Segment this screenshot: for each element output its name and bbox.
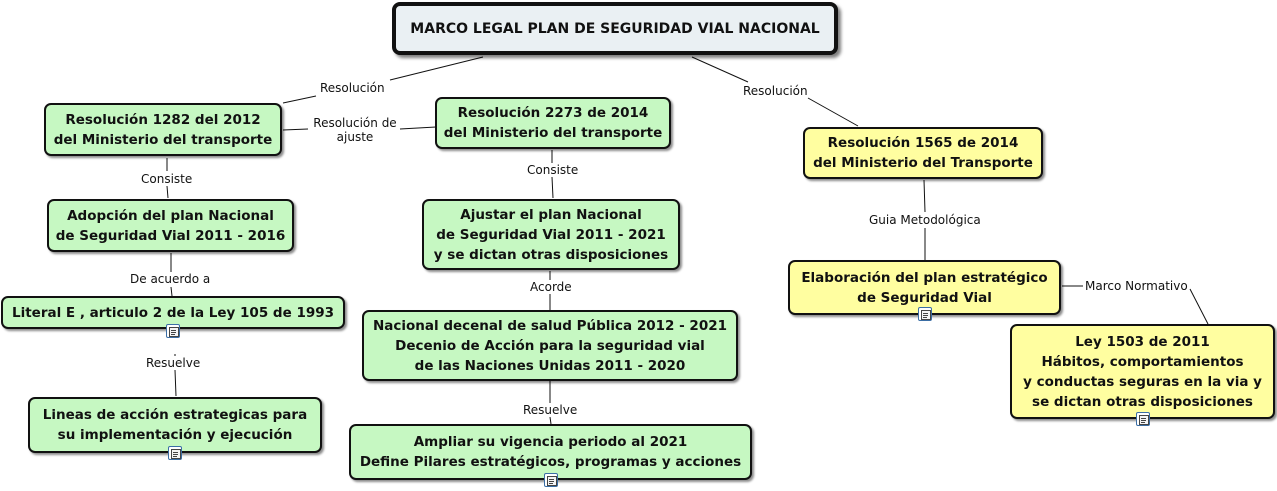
node-ajustar-plan[interactable]	[422, 199, 680, 270]
node-literal-e-text: Literal E , articulo 2 de la Ley 105 de 1993	[11, 304, 335, 321]
note-icon[interactable]	[544, 473, 558, 487]
root-title-node[interactable]	[392, 2, 838, 55]
node-elaboracion-plan-text: Elaboración del plan estratégico de Seguridad Vial	[801, 269, 1048, 306]
link-label-resolucion-right: Resolución	[743, 84, 808, 98]
node-resolucion-2273[interactable]	[435, 97, 671, 149]
note-icon[interactable]	[168, 446, 182, 460]
node-lineas-accion-text: Lineas de acción estrategicas para su implementación y ejecución	[42, 407, 308, 443]
link-label-consiste-middle: Consiste	[527, 163, 579, 177]
node-resolucion-1565-text: Resolución 1565 de 2014 del Ministerio del Transporte	[813, 135, 1033, 171]
node-resolucion-2273-text: Resolución 2273 de 2014 del Ministerio del transporte	[443, 105, 663, 141]
link-label-de-acuerdo-a: De acuerdo a	[130, 272, 211, 286]
note-icon[interactable]	[166, 324, 180, 338]
link-label-resuelve-middle: Resuelve	[523, 403, 578, 417]
link-label-marco-normativo: Marco Normativo	[1085, 279, 1188, 293]
node-nacional-decenal-text: Nacional decenal de salud Pública 2012 - 2021 Decenio de Acción para la seguridad vial de las Naciones Unidas 2011 - 2020	[372, 317, 728, 374]
node-ampliar-vigencia-text: Ampliar su vigencia periodo al 2021 Define Pilares estratégicos, programas y acciones	[359, 434, 742, 470]
node-ley-1503-text: Ley 1503 de 2011 Hábitos, comportamientos y conductas seguras en la via y se dictan otras disposiciones	[1023, 333, 1262, 410]
root-title: MARCO LEGAL PLAN DE SEGURIDAD VIAL NACIONAL	[410, 20, 820, 37]
node-adopcion-plan[interactable]	[47, 199, 294, 252]
node-lineas-accion[interactable]	[28, 397, 322, 453]
node-ley-1503[interactable]	[1010, 324, 1275, 419]
link-label-guia-metodologica: Guia Metodológica	[869, 213, 981, 227]
link-label-resolucion-left: Resolución	[320, 81, 385, 95]
node-resolucion-1565[interactable]	[803, 127, 1043, 179]
node-ajustar-plan-text: Ajustar el plan Nacional de Seguridad Vial 2011 - 2021 y se dictan otras disposiciones	[433, 206, 669, 263]
node-nacional-decenal[interactable]	[362, 310, 738, 381]
link-label-resuelve-left: Resuelve	[146, 356, 201, 370]
node-adopcion-plan-text: Adopción del plan Nacional de Seguridad Vial 2011 - 2016	[55, 207, 286, 244]
node-resolucion-1282[interactable]	[44, 103, 282, 156]
node-resolucion-1282-text: Resolución 1282 del 2012 del Ministerio del transporte	[53, 111, 273, 148]
node-ampliar-vigencia[interactable]	[349, 424, 752, 480]
link-label-acorde: Acorde	[530, 280, 572, 294]
link-label-consiste-left: Consiste	[141, 172, 193, 186]
link-label-resolucion-ajuste: Resolución de ajuste	[311, 116, 399, 144]
note-icon[interactable]	[918, 307, 932, 321]
note-icon[interactable]	[1136, 412, 1150, 426]
